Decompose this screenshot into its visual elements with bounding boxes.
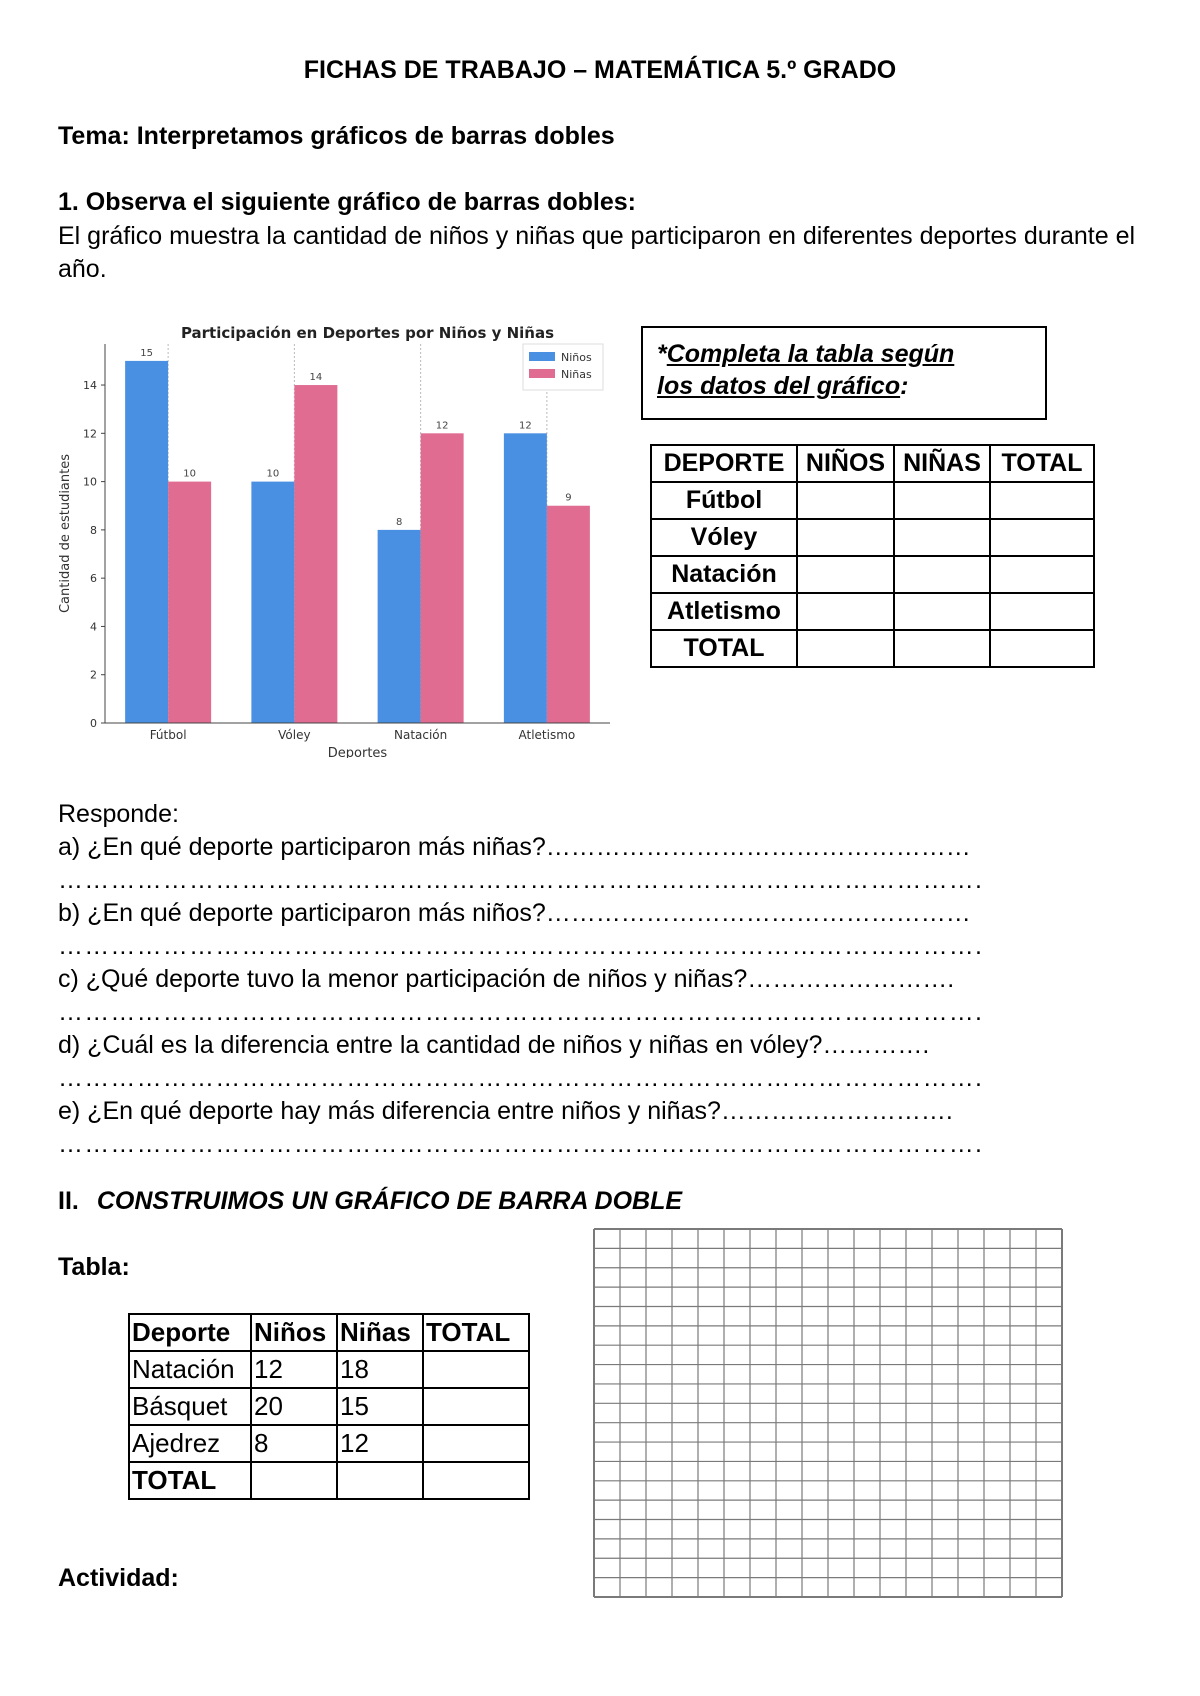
- instruction-line-1: Completa la tabla según: [666, 340, 955, 368]
- table-row: [651, 593, 1094, 630]
- answer-cell[interactable]: [990, 593, 1094, 630]
- data-table: [128, 1313, 530, 1500]
- data-label: 12: [519, 420, 532, 432]
- grid-paper[interactable]: [590, 1225, 1070, 1610]
- answer-cell[interactable]: [423, 1351, 529, 1388]
- section-1-heading: 1. Observa el siguiente gráfico de barras dobles:: [58, 188, 636, 216]
- bar-ninas: [421, 433, 464, 723]
- tabla-label: Tabla:: [58, 1253, 130, 1281]
- question-e: e) ¿En qué deporte hay más diferencia entre niños y niñas?……………………….: [58, 1097, 953, 1125]
- bar-ninas: [294, 385, 337, 723]
- x-axis-label: Deportes: [327, 746, 388, 758]
- table-row: [129, 1425, 529, 1462]
- y-tick-label: 4: [90, 620, 97, 634]
- section-2-number: II.: [58, 1187, 79, 1215]
- table-row: [129, 1351, 529, 1388]
- y-tick-label: 10: [83, 475, 97, 489]
- actividad-label: Actividad:: [58, 1564, 179, 1592]
- answer-cell[interactable]: [894, 482, 990, 519]
- y-tick-label: 0: [90, 717, 97, 730]
- answer-cell[interactable]: [797, 556, 894, 593]
- answer-line-d[interactable]: …………………………………………………………………………………………….: [58, 1064, 984, 1092]
- answer-cell[interactable]: [797, 630, 894, 667]
- chart-svg: [55, 318, 615, 758]
- grid-svg[interactable]: [590, 1225, 1070, 1605]
- cell: 15: [337, 1388, 423, 1425]
- row-label: Atletismo: [651, 593, 797, 630]
- answer-cell[interactable]: [990, 519, 1094, 556]
- question-a: a) ¿En qué deporte participaron más niñas?……………………………………………: [58, 833, 971, 861]
- table-header: Niños: [251, 1314, 337, 1351]
- x-tick-label: Fútbol: [149, 728, 187, 742]
- data-label: 8: [395, 516, 403, 528]
- table-row: [651, 482, 1094, 519]
- row-label: TOTAL: [651, 630, 797, 667]
- table-row: [651, 519, 1094, 556]
- question-c: c) ¿Qué deporte tuvo la menor participación de niños y niñas?…………………….: [58, 965, 955, 993]
- answer-cell[interactable]: [894, 556, 990, 593]
- table-header: NIÑAS: [894, 445, 990, 482]
- answer-cell[interactable]: [337, 1462, 423, 1499]
- instruction-prefix: *: [657, 340, 667, 368]
- instruction-suffix: :: [900, 372, 909, 400]
- bar-ninos: [125, 361, 168, 723]
- cell: TOTAL: [129, 1462, 251, 1499]
- answer-cell[interactable]: [423, 1388, 529, 1425]
- row-label: Natación: [651, 556, 797, 593]
- answer-line-a[interactable]: …………………………………………………………………………………………….: [58, 866, 984, 894]
- table-row: [651, 630, 1094, 667]
- y-axis-label: Cantidad de estudiantes: [58, 453, 73, 614]
- y-tick-label: 12: [83, 427, 97, 441]
- x-tick-label: Vóley: [278, 728, 311, 742]
- y-tick-label: 6: [90, 572, 97, 586]
- table-row: [651, 556, 1094, 593]
- answer-cell[interactable]: [797, 519, 894, 556]
- chart-title: Participación en Deportes por Niños y Niñas: [180, 324, 555, 342]
- table-row: [129, 1388, 529, 1425]
- table-header: TOTAL: [990, 445, 1094, 482]
- answer-cell[interactable]: [797, 593, 894, 630]
- row-label: Vóley: [651, 519, 797, 556]
- y-tick-label: 14: [83, 379, 97, 393]
- section-2-heading: [58, 1187, 682, 1216]
- cell: Básquet: [129, 1388, 251, 1425]
- question-b: b) ¿En qué deporte participaron más niños?……………………………………………: [58, 899, 971, 927]
- x-tick-label: Atletismo: [518, 728, 576, 742]
- answer-cell[interactable]: [423, 1425, 529, 1462]
- question-d: d) ¿Cuál es la diferencia entre la cantidad de niños y niñas en vóley?………….: [58, 1031, 930, 1059]
- cell: Ajedrez: [129, 1425, 251, 1462]
- cell: Natación: [129, 1351, 251, 1388]
- instruction-box: [641, 326, 1047, 420]
- data-label: 10: [266, 468, 280, 480]
- cell: 12: [337, 1425, 423, 1462]
- answer-cell[interactable]: [894, 519, 990, 556]
- table-header: TOTAL: [423, 1314, 529, 1351]
- topic-heading: Tema: Interpretamos gráficos de barras dobles: [58, 122, 615, 150]
- answer-cell[interactable]: [894, 630, 990, 667]
- cell: 20: [251, 1388, 337, 1425]
- y-tick-label: 2: [90, 668, 97, 682]
- answer-cell[interactable]: [990, 556, 1094, 593]
- answer-cell[interactable]: [990, 630, 1094, 667]
- y-tick-label: 8: [90, 523, 97, 537]
- answer-line-e[interactable]: …………………………………………………………………………………………….: [58, 1130, 984, 1158]
- data-label: 9: [565, 492, 572, 504]
- data-label: 12: [435, 420, 449, 432]
- row-label: Fútbol: [651, 482, 797, 519]
- answer-line-b[interactable]: …………………………………………………………………………………………….: [58, 932, 984, 960]
- x-tick-label: Natación: [393, 728, 448, 742]
- section-1-description: El gráfico muestra la cantidad de niños y niñas que participaron en diferentes deportes durante el año.: [58, 222, 1136, 283]
- answer-cell[interactable]: [797, 482, 894, 519]
- instruction-line-2: los datos del gráfico: [657, 372, 901, 400]
- table-header: NIÑOS: [797, 445, 894, 482]
- page-title: FICHAS DE TRABAJO – MATEMÁTICA 5.º GRADO: [303, 56, 897, 84]
- bar-ninas: [168, 482, 211, 723]
- table-header: DEPORTE: [651, 445, 797, 482]
- legend-label: Niños: [561, 351, 592, 364]
- data-label: 15: [140, 347, 153, 359]
- legend-swatch: [529, 352, 555, 361]
- data-label: 14: [309, 372, 323, 384]
- data-label: 10: [183, 468, 196, 480]
- cell: 18: [337, 1351, 423, 1388]
- bar-ninos: [378, 530, 421, 723]
- answer-cell[interactable]: [894, 593, 990, 630]
- legend-swatch: [529, 369, 555, 378]
- table-header: Niñas: [337, 1314, 423, 1351]
- bar-ninos: [504, 433, 547, 723]
- sports-table: [650, 444, 1095, 668]
- bar-ninos: [251, 482, 294, 723]
- respond-heading: Responde:: [58, 800, 179, 828]
- answer-cell[interactable]: [251, 1462, 337, 1499]
- answer-cell[interactable]: [990, 482, 1094, 519]
- cell: 8: [251, 1425, 337, 1462]
- section-2-title: CONSTRUIMOS UN GRÁFICO DE BARRA DOBLE: [96, 1187, 683, 1215]
- cell: 12: [251, 1351, 337, 1388]
- answer-line-c[interactable]: …………………………………………………………………………………………….: [58, 998, 984, 1026]
- table-row: [129, 1462, 529, 1499]
- legend-label: Niñas: [561, 368, 592, 381]
- answer-cell[interactable]: [423, 1462, 529, 1499]
- bar-ninas: [547, 506, 590, 723]
- table-header: Deporte: [129, 1314, 251, 1351]
- double-bar-chart: [55, 318, 615, 763]
